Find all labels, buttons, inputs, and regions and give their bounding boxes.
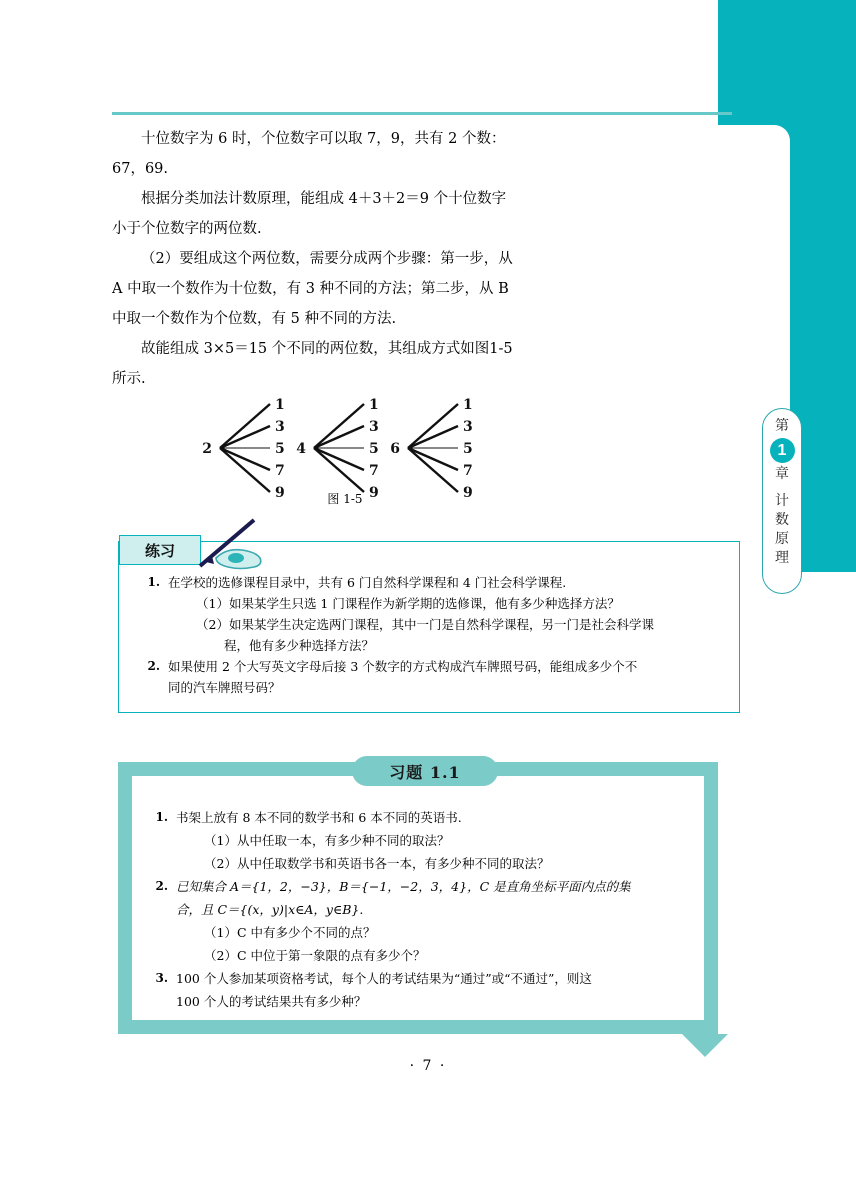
exercise-item-3-body — [176, 967, 704, 1013]
tree-branch-line — [408, 426, 458, 448]
tree-leaf-label: 5 — [275, 441, 285, 457]
practice-item-1-sub-2: （2）如果某学生决定选两门课程，其中一门是自然科学课程，另一门是社会科学课 — [196, 617, 654, 632]
tree-branch-line — [220, 448, 270, 470]
exercise-item-1-body — [176, 806, 704, 875]
tree-branch-line — [314, 448, 364, 492]
exercise-item-1-number: 1. — [155, 810, 168, 824]
chapter-title-char-1: 计 — [775, 493, 789, 509]
list-item — [148, 806, 704, 875]
chapter-title-char-2: 数 — [775, 512, 789, 528]
footer-triangle-marker — [682, 1034, 728, 1057]
chapter-title-char-4: 理 — [775, 550, 789, 566]
list-item — [148, 967, 704, 1013]
exercise-item-1-text: 书架上放有 8 本不同的数学书和 6 本不同的英语书. — [176, 810, 462, 825]
tree-branch-line — [220, 448, 270, 492]
tree-leaf-label: 3 — [369, 419, 379, 435]
tree-branch-line — [220, 404, 270, 448]
practice-item-1-sub-1: （1）如果某学生只选 1 门课程作为新学期的选修课，他有多少种选择方法？ — [196, 596, 620, 611]
tree-leaf-label: 9 — [275, 485, 285, 501]
tree-leaf-label: 7 — [369, 463, 379, 479]
page-number: · 7 · — [409, 1058, 447, 1074]
exercise-item-1-sub-2: （2）从中任取数学书和英语书各一本，有多少种不同的取法？ — [204, 856, 550, 871]
exercise-item-3-number: 3. — [155, 971, 168, 985]
exercise-item-3-cont: 100 个人的考试结果共有多少种？ — [176, 994, 367, 1009]
exercise-item-2-body — [176, 875, 704, 967]
prose-line-6: A 中取一个数作为十位数，有 3 种不同的方法；第二步，从 B — [112, 281, 509, 297]
chapter-prefix: 第 — [775, 418, 789, 434]
exercise-item-3-text: 100 个人参加某项资格考试，每个人的考试结果为“通过”或“不通过”，则这 — [176, 971, 592, 986]
prose-line-8: 故能组成 3×5＝15 个不同的两位数，其组成方式如图1-5 — [141, 341, 513, 357]
practice-item-2-number: 2. — [147, 659, 160, 673]
list-item — [148, 875, 704, 967]
chapter-tab — [762, 408, 802, 594]
tree-branch-line — [314, 404, 364, 448]
list-item — [140, 572, 720, 656]
tree-leaf-label: 3 — [275, 419, 285, 435]
tree-branch-line — [408, 448, 458, 492]
top-divider-rule — [112, 112, 732, 115]
tree-leaf-label: 7 — [463, 463, 473, 479]
tree-branch-line — [314, 426, 364, 448]
tree-leaf-label: 1 — [369, 397, 379, 413]
prose-line-3: 根据分类加法计数原理，能组成 4＋3＋2＝9 个十位数字 — [141, 191, 507, 207]
prose-line-5: （2）要组成这个两位数，需要分成两个步骤：第一步，从 — [141, 251, 513, 267]
tree-leaf-label: 5 — [369, 441, 379, 457]
exercise-item-2-number: 2. — [155, 879, 168, 893]
chapter-suffix: 章 — [775, 466, 789, 482]
exercise-item-2-sub-2: （2）C 中位于第一象限的点有多少个？ — [204, 948, 426, 963]
tree-fan-4 — [296, 397, 379, 501]
practice-item-2-body — [168, 656, 720, 698]
tree-leaf-label: 1 — [463, 397, 473, 413]
tree-fan-2 — [202, 397, 285, 501]
chapter-number-badge: 1 — [770, 438, 795, 463]
tree-leaf-label: 1 — [275, 397, 285, 413]
pencil-icon — [196, 518, 270, 570]
tree-branch-line — [220, 426, 270, 448]
chapter-title-char-3: 原 — [775, 531, 789, 547]
practice-item-1-sub-2-cont: 程，他有多少种选择方法？ — [224, 638, 375, 653]
exercise-question-list — [148, 806, 704, 1013]
practice-item-2-cont: 同的汽车牌照号码？ — [168, 680, 281, 695]
exercise-item-2-text: 已知集合 A＝{1，2，−3}，B＝{−1，−2，3，4}，C 是直角坐标平面内点的集 — [176, 879, 631, 894]
prose-line-9: 所示. — [112, 371, 146, 387]
prose-line-2: 67，69. — [112, 161, 169, 177]
body-prose — [112, 124, 652, 394]
tree-root-label: 6 — [390, 441, 400, 457]
tree-leaf-label: 9 — [369, 485, 379, 501]
practice-item-1-body — [168, 572, 720, 656]
tree-fan-6 — [390, 397, 473, 501]
tree-leaf-label: 3 — [463, 419, 473, 435]
tree-branch-line — [408, 448, 458, 470]
practice-tag-label: 练习 — [119, 535, 201, 565]
practice-item-1-text: 在学校的选修课程目录中，共有 6 门自然科学课程和 4 门社会科学课程. — [168, 575, 567, 590]
tree-branch-line — [408, 404, 458, 448]
figure-caption: 图 1-5 — [327, 492, 363, 506]
exercise-item-1-sub-1: （1）从中任取一本，有多少种不同的取法？ — [204, 833, 450, 848]
tree-leaf-label: 9 — [463, 485, 473, 501]
tree-root-label: 2 — [202, 441, 212, 457]
exercise-banner-title: 习题 1.1 — [352, 756, 498, 786]
practice-item-1-number: 1. — [147, 575, 160, 589]
exercise-item-2-sub-1: （1）C 中有多少个不同的点？ — [204, 925, 376, 940]
prose-line-1: 十位数字为 6 时，个位数字可以取 7，9，共有 2 个数： — [141, 131, 506, 147]
list-item — [140, 656, 720, 698]
prose-line-4: 小于个位数字的两位数. — [112, 221, 262, 237]
tree-branch-line — [314, 448, 364, 470]
exercise-item-2-cont: 合，且 C＝{(x，y)|x∈A，y∈B}. — [176, 902, 364, 917]
practice-item-2-text: 如果使用 2 个大写英文字母后接 3 个数字的方式构成汽车牌照号码，能组成多少个不 — [168, 659, 638, 674]
practice-question-list — [140, 572, 720, 698]
tree-root-label: 4 — [296, 441, 306, 457]
tree-leaf-label: 5 — [463, 441, 473, 457]
chapter-title-vertical — [775, 492, 789, 568]
tree-leaf-label: 7 — [275, 463, 285, 479]
prose-line-7: 中取一个数作为个位数，有 5 种不同的方法. — [112, 311, 397, 327]
